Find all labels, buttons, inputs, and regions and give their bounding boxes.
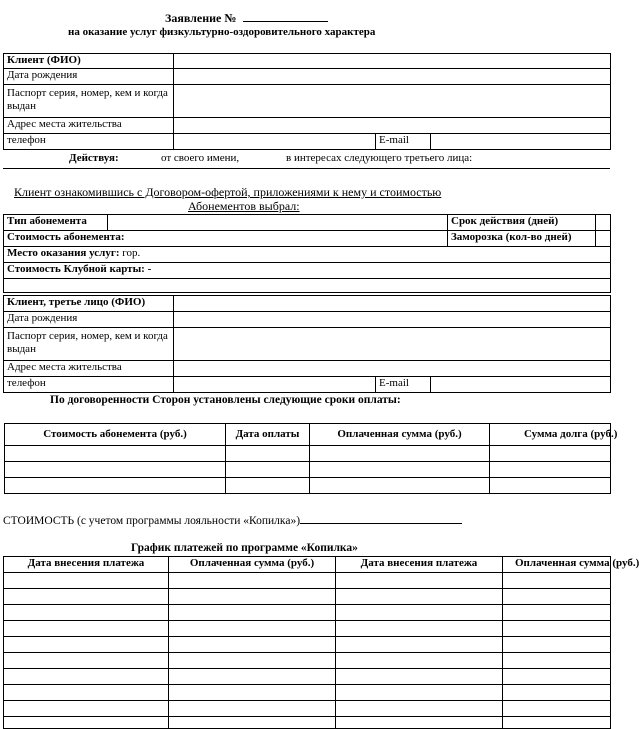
cost-loyalty-line [3,511,462,527]
validity-label: Срок действия (дней) [448,215,596,231]
schedule-cell[interactable] [336,621,503,637]
schedule-cell[interactable] [169,605,336,621]
schedule-cell[interactable] [169,637,336,653]
agreement-line-1: Клиент ознакомившись с Договором-офертой, приложениями к нему и стоимостью [14,185,442,199]
payment-cell[interactable] [226,478,310,494]
validity-field[interactable] [596,215,611,231]
club-card-label: Стоимость Клубной карты: [7,263,145,275]
schedule-cell[interactable] [169,653,336,669]
schedule-cell[interactable] [503,701,611,717]
schedule-cell[interactable] [503,573,611,589]
subscription-type-label: Тип абонемента [4,215,108,231]
subscription-cost-label: Стоимость абонемента: [4,231,448,247]
schedule-cell[interactable] [169,701,336,717]
client-address-label: Адрес места жительства [4,118,174,134]
schedule-cell[interactable] [4,573,169,589]
third-party-passport-field[interactable] [174,328,611,361]
client-phone-field[interactable] [174,134,376,150]
cost-loyalty-field[interactable] [300,511,462,524]
schedule-cell[interactable] [336,573,503,589]
schedule-cell[interactable] [336,701,503,717]
club-card-cell [4,263,611,279]
schedule-cell[interactable] [169,685,336,701]
client-email-field[interactable] [431,134,611,150]
cost-loyalty-label: СТОИМОСТЬ (с учетом программы лояльности «Копилка») [3,515,301,527]
schedule-cell[interactable] [336,685,503,701]
schedule-cell[interactable] [336,637,503,653]
payment-terms-heading: По договоренности Сторон установлены следующие сроки оплаты: [50,394,401,406]
schedule-cell[interactable] [4,589,169,605]
acting-label: Действуя: [69,152,119,164]
schedule-cell[interactable] [503,669,611,685]
schedule-cell[interactable] [169,717,336,729]
third-party-phone-field[interactable] [174,377,376,393]
schedule-cell[interactable] [4,717,169,729]
acting-option-third-party[interactable]: в интересах следующего третьего лица: [286,152,473,164]
schedule-cell[interactable] [169,621,336,637]
acting-row [3,150,610,169]
payment-terms-table [4,423,618,494]
subscription-type-field[interactable] [108,215,448,231]
schedule-col-date-1: Дата внесения платежа [4,557,169,573]
client-phone-label: телефон [4,134,174,150]
payment-cell[interactable] [310,462,490,478]
schedule-cell[interactable] [336,589,503,605]
schedule-cell[interactable] [503,589,611,605]
document-title: Заявление № [165,10,328,26]
client-passport-label: Паспорт серия, номер, кем и когда выдан [4,85,174,118]
schedule-cell[interactable] [4,701,169,717]
schedule-cell[interactable] [4,653,169,669]
schedule-table [3,556,639,729]
payment-col-cost: Стоимость абонемента (руб.) [5,424,226,446]
client-passport-field[interactable] [174,85,611,118]
schedule-cell[interactable] [336,605,503,621]
application-number-line[interactable] [243,10,328,22]
payment-col-debt: Сумма долга (руб.) [490,424,611,446]
third-party-name-label: Клиент, третье лицо (ФИО) [4,296,174,312]
freeze-field[interactable] [596,231,611,247]
schedule-cell[interactable] [503,621,611,637]
schedule-cell[interactable] [169,573,336,589]
schedule-cell[interactable] [4,685,169,701]
client-name-field[interactable] [174,54,611,69]
service-place-label: Место оказания услуг: [7,247,120,259]
schedule-col-paid-1: Оплаченная сумма (руб.) [169,557,336,573]
payment-cell[interactable] [5,478,226,494]
schedule-col-paid-2: Оплаченная сумма (руб.) [503,557,611,573]
subscription-spacer [4,279,611,293]
schedule-cell[interactable] [503,717,611,729]
payment-col-paid: Оплаченная сумма (руб.) [310,424,490,446]
club-card-value[interactable]: - [147,263,152,275]
schedule-cell[interactable] [4,605,169,621]
payment-cell[interactable] [226,462,310,478]
schedule-cell[interactable] [336,717,503,729]
schedule-cell[interactable] [4,621,169,637]
client-name-label: Клиент (ФИО) [4,54,174,69]
freeze-label: Заморозка (кол-во дней) [448,231,596,247]
subscription-table [3,214,611,293]
schedule-cell[interactable] [503,685,611,701]
schedule-cell[interactable] [336,669,503,685]
schedule-cell[interactable] [503,637,611,653]
schedule-title: График платежей по программе «Копилка» [131,542,358,554]
client-info-table [3,53,611,150]
schedule-col-date-2: Дата внесения платежа [336,557,503,573]
payment-cell[interactable] [5,462,226,478]
third-party-email-field[interactable] [431,377,611,393]
client-address-field[interactable] [174,118,611,134]
payment-cell[interactable] [490,446,611,462]
third-party-birthdate-field[interactable] [174,312,611,328]
payment-cell[interactable] [5,446,226,462]
agreement-line-2: Абонементов выбрал: [188,199,300,213]
payment-cell[interactable] [490,462,611,478]
service-place-value[interactable]: гор. [122,247,141,259]
document-subtitle: на оказание услуг физкультурно-оздоровительного характера [68,26,376,38]
payment-cell[interactable] [310,446,490,462]
schedule-cell[interactable] [169,669,336,685]
payment-cell[interactable] [490,478,611,494]
third-party-birthdate-label: Дата рождения [4,312,174,328]
schedule-cell[interactable] [169,589,336,605]
third-party-phone-label: телефон [4,377,174,393]
third-party-name-field[interactable] [174,296,611,312]
payment-col-date: Дата оплаты [226,424,310,446]
third-party-email-label: E-mail [376,377,431,393]
acting-option-self[interactable]: от своего имени, [161,152,240,164]
third-party-address-field[interactable] [174,361,611,377]
third-party-address-label: Адрес места жительства [4,361,174,377]
payment-cell[interactable] [226,446,310,462]
third-party-table [3,295,611,393]
client-birthdate-label: Дата рождения [4,69,174,85]
schedule-cell[interactable] [4,669,169,685]
service-place-cell [4,247,611,263]
schedule-cell[interactable] [503,653,611,669]
client-email-label: E-mail [376,134,431,150]
payment-cell[interactable] [310,478,490,494]
schedule-cell[interactable] [4,637,169,653]
third-party-passport-label: Паспорт серия, номер, кем и когда выдан [4,328,174,361]
client-birthdate-field[interactable] [174,69,611,85]
schedule-cell[interactable] [503,605,611,621]
schedule-cell[interactable] [336,653,503,669]
